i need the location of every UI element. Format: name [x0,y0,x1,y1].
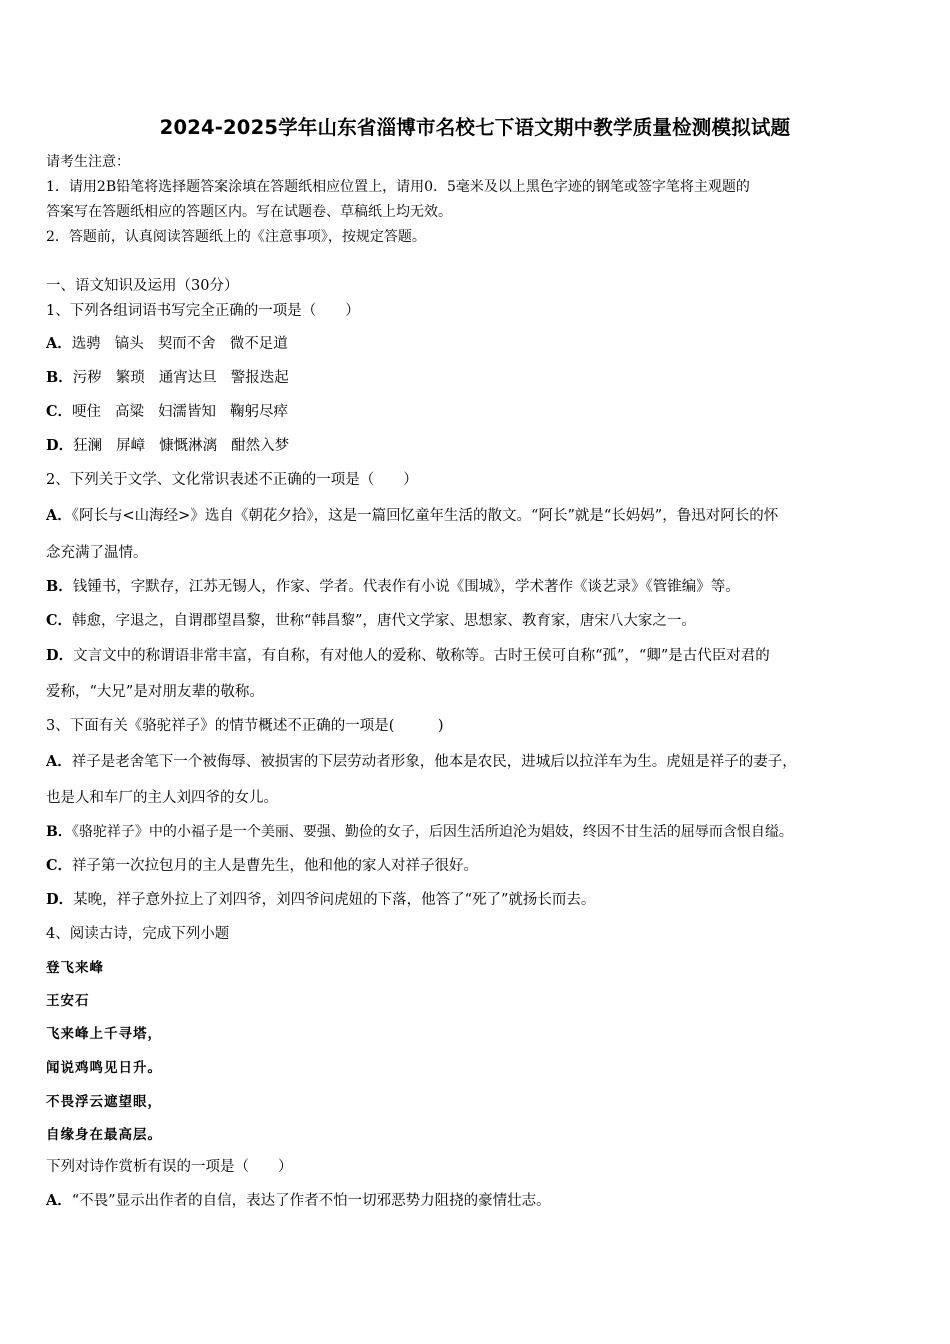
question-3-option-b [46,822,793,842]
option-letter: B． [46,824,72,840]
option-word: 妇濡皆知 [158,404,217,420]
poem-line: 不畏浮云遮望眼， [46,1094,162,1110]
exam-title: 2024-2025学年山东省淄博市名校七下语文期中教学质量检测模拟试题 [159,116,791,139]
option-letter: C． [46,857,73,874]
option-letter: C． [46,403,73,420]
option-letter: B． [46,578,73,595]
option-word: 契而不舍 [157,336,216,352]
question-1-option-d [46,436,303,456]
question-1-option-b [46,368,303,388]
poem-title: 登飞来峰 [46,960,104,976]
question-3-option-d [46,890,595,910]
notice-heading: 请考生注意： [46,154,130,170]
question-1-option-a [46,334,302,354]
option-text: 某晚，祥子意外拉上了刘四爷，刘四爷问虎妞的下落，他答了“死了”就扬长而去。 [73,892,596,908]
question-3-option-c [46,856,478,876]
option-letter: D． [46,647,74,664]
poem-line: 闻说鸡鸣见日升。 [46,1060,162,1076]
option-letter: C． [46,612,73,629]
option-letter: A． [46,1192,72,1209]
option-text: 《骆驼祥子》中的小福子是一个美丽、要强、勤俭的女子，后因生活所迫沦为娼妓，终因不甘生活的屈辱而含恨自缢。 [71,824,793,840]
option-word: 高粱 [115,404,145,420]
option-word: 通宵达旦 [158,370,217,386]
section-heading: 一、语文知识及运用（30分） [46,278,239,294]
option-word: 酣然入梦 [231,438,290,454]
option-text: “不畏”显示出作者的自信，表达了作者不怕一切邪恶势力阻挠的豪情壮志。 [71,1193,551,1209]
question-4-option-a [46,1191,551,1211]
question-2-option-d-line-2: 爱称，“大兄”是对朋友辈的敬称。 [46,684,264,700]
option-text: 祥子是老舍笔下一个被侮辱、被损害的下层劳动者形象，他本是农民，进城后以拉洋车为生。虎妞是祥子的妻子， [71,754,797,770]
option-word: 哽住 [72,404,102,420]
question-4-sub-stem: 下列对诗作赏析有误的一项是（ ） [46,1159,293,1175]
question-2-option-a-line-2: 念充满了温情。 [46,545,148,561]
option-letter: B． [46,369,73,386]
poem-line: 自缘身在最高层。 [46,1127,162,1143]
option-letter: A． [46,507,72,524]
option-text: 文言文中的称谓语非常丰富，有自称，有对他人的爱称、敬称等。古时王侯可自称“孤”，“卿”是古代臣对君的 [73,648,770,664]
option-word: 鞠躬尽瘁 [230,404,289,420]
option-letter: D． [46,891,74,908]
option-word: 污秽 [72,370,102,386]
option-word: 选骋 [71,336,101,352]
option-text: 韩愈，字退之，自谓郡望昌黎，世称“韩昌黎”，唐代文学家、思想家、教育家，唐宋八大家之一。 [72,613,696,629]
option-word: 屏嶂 [116,438,146,454]
poem-line: 飞来峰上千寻塔， [46,1026,162,1042]
notice-item-1-line-2: 答案写在答题纸相应的答题区内。写在试题卷、草稿纸上均无效。 [46,204,452,220]
option-word: 慷慨淋漓 [159,438,218,454]
option-text: 钱锺书，字默存，江苏无锡人，作家、学者。代表作有小说《围城》，学术著作《谈艺录》《管锥编》等。 [72,579,740,595]
poem-author: 王安石 [46,993,90,1009]
option-letter: D． [46,437,74,454]
question-1-stem: 1、下列各组词语书写完全正确的一项是（ ） [46,303,360,319]
question-1-option-c [46,402,302,422]
question-2-option-a-line-1 [46,506,778,526]
question-2-option-c [46,611,696,631]
option-letter: A． [46,753,72,770]
option-word: 警报迭起 [230,370,289,386]
question-2-stem: 2、下列关于文学、文化常识表述不正确的一项是（ ） [46,472,418,488]
option-word: 镐头 [114,336,144,352]
option-word: 繁琐 [115,370,145,386]
option-text: 祥子第一次拉包月的主人是曹先生，他和他的家人对祥子很好。 [72,858,479,874]
option-word: 微不足道 [229,336,288,352]
question-2-option-d-line-1 [46,646,770,666]
notice-item-2: 2．答题前，认真阅读答题纸上的《注意事项》，按规定答题。 [46,229,426,245]
question-3-option-a-line-2: 也是人和车厂的主人刘四爷的女儿。 [46,790,278,806]
question-3-stem: 3、下面有关《骆驼祥子》的情节概述不正确的一项是( ) [46,718,444,734]
notice-item-1-line-1: 1．请用2B铅笔将选择题答案涂填在答题纸相应位置上，请用0．5毫米及以上黑色字迹的钢笔或签字笔将主观题的 [46,179,750,195]
question-3-option-a-line-1 [46,752,797,772]
option-word: 狂澜 [73,438,103,454]
option-text: 《阿长与<山海经>》选自《朝花夕拾》，这是一篇回忆童年生活的散文。“阿长”就是“长妈妈”，鲁迅对阿长的怀 [71,508,779,524]
option-letter: A． [46,335,72,352]
question-2-option-b [46,577,740,597]
question-4-stem: 4、阅读古诗，完成下列小题 [46,926,230,942]
